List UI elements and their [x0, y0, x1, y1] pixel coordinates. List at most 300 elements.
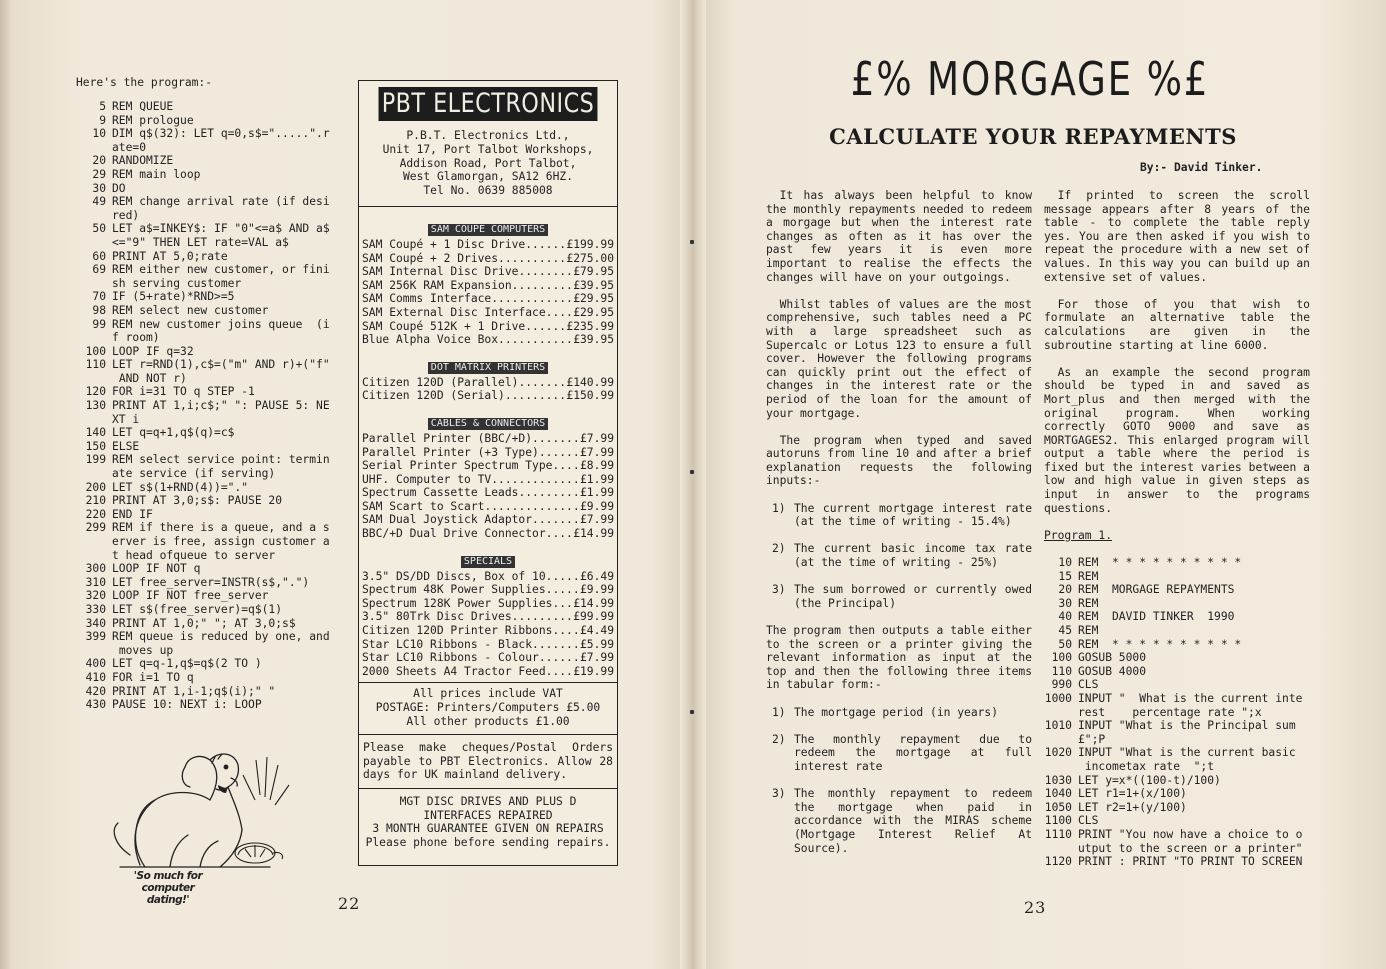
product-price: £7.99: [579, 431, 614, 445]
line-code: REM either new customer, or fini sh serving customer: [112, 263, 330, 290]
product-name: SAM Scart to Scart .....: [362, 500, 579, 514]
code-line: [72, 318, 344, 345]
product-name: SAM Coupé + 2 Drives .....: [362, 252, 565, 266]
address-line: Addison Road, Port Talbot,: [399, 156, 577, 170]
price-row: [362, 279, 614, 293]
price-row: [362, 651, 614, 665]
binding-mark: [690, 470, 694, 474]
line-number: 29: [92, 167, 106, 181]
line-number: 330: [85, 602, 106, 616]
line-number: 69: [92, 263, 106, 277]
page-number-left: 22: [338, 894, 361, 913]
code-line: [72, 698, 344, 712]
section-heading: [362, 355, 614, 374]
product-name: Citizen 120D (Parallel) .....: [362, 376, 565, 390]
line-number: 45: [1058, 624, 1072, 637]
code-line: [72, 576, 344, 590]
program-intro: Here's the program:-: [76, 76, 213, 89]
code-line: [72, 453, 344, 480]
col2-paragraph: If printed to screen the scroll message appears after 8 years of the table - to complete the table reply yes. You are then asked if you wish to repeat the procedure with a new set of values. In this way you can build up an extensive set of values.: [1044, 189, 1310, 284]
input-list: [766, 502, 1032, 611]
line-number: 199: [85, 453, 106, 467]
price-row: [362, 624, 614, 638]
line-number: 310: [85, 575, 106, 589]
price-row: [362, 459, 614, 473]
product-price: £29.95: [573, 292, 614, 306]
article-column-2: [1044, 189, 1310, 869]
code-line: [72, 685, 344, 699]
code-line: [72, 603, 344, 617]
spine-gutter: [680, 0, 706, 969]
line-code: LET y=x*((100-t)/100): [1078, 773, 1221, 787]
code-line: [1038, 570, 1310, 584]
code-line: [72, 521, 344, 562]
line-code: REM select new customer: [112, 303, 269, 317]
product-price: £39.95: [573, 333, 614, 347]
product-name: SAM Internal Disc Drive .....: [362, 265, 572, 279]
code-line: [72, 562, 344, 576]
line-code: REM * * * * * * * * * *: [1078, 637, 1242, 651]
line-code: PRINT AT 5,0;rate: [112, 249, 228, 263]
repairs-line: INTERFACES REPAIRED: [423, 808, 553, 822]
article-column-1: [766, 189, 1032, 869]
line-number: 399: [85, 630, 106, 644]
product-price: £14.99: [573, 596, 614, 610]
product-price: £235.99: [566, 319, 614, 333]
price-section: [359, 206, 617, 351]
section-heading-label: DOT MATRIX PRINTERS: [428, 362, 548, 374]
product-name: SAM Comms Interface .....: [362, 292, 572, 306]
code-line: [72, 195, 344, 222]
line-code: ELSE: [112, 439, 140, 453]
product-price: £79.95: [573, 265, 614, 279]
line-code: FOR i=1 TO q: [112, 670, 194, 684]
line-number: 1030: [1044, 773, 1072, 787]
product-name: 3.5" 80Trk Disc Drives .....: [362, 610, 572, 624]
line-number: 120: [85, 385, 106, 399]
line-number: 98: [92, 303, 106, 317]
section-heading-label: SPECIALS: [461, 556, 515, 568]
price-section: [359, 355, 617, 407]
item-number: 2): [772, 732, 786, 746]
price-row: [362, 597, 614, 611]
item-text: The sum borrowed or currently owed (the Principal): [794, 583, 1032, 610]
line-number: 100: [85, 344, 106, 358]
product-name: SAM 256K RAM Expansion .....: [362, 279, 572, 293]
numbered-item: [766, 706, 1032, 720]
product-price: £150.99: [566, 389, 614, 403]
price-row: [362, 570, 614, 584]
code-line: [1038, 692, 1310, 719]
line-number: 400: [85, 657, 106, 671]
line-number: 30: [1058, 596, 1072, 610]
product-name: SAM External Disc Interface .....: [362, 306, 572, 320]
cartoon-caption: 'So much for computer dating!': [133, 870, 203, 906]
product-price: £6.49: [579, 569, 614, 583]
numbered-item: [766, 542, 1032, 569]
line-code: PRINT : PRINT "TO PRINT TO SCREEN: [1078, 855, 1303, 869]
article-subtitle: CALCULATE YOUR REPAYMENTS: [829, 124, 1237, 149]
product-price: £8.99: [579, 459, 614, 473]
repairs-line: 3 MONTH GUARANTEE GIVEN ON REPAIRS: [372, 822, 604, 836]
line-code: LET s$(1+RND(4))=".": [112, 480, 249, 494]
line-number: 49: [92, 195, 106, 209]
product-name: Parallel Printer (BBC/+D) .....: [362, 432, 579, 446]
code-line: [1038, 746, 1310, 773]
product-name: Parallel Printer (+3 Type) .....: [362, 446, 579, 460]
product-price: £29.95: [573, 305, 614, 319]
pbt-advert: [358, 80, 618, 866]
numbered-item: [766, 733, 1032, 774]
line-number: 210: [85, 494, 106, 508]
code-line: [1038, 828, 1310, 855]
price-row: [362, 665, 614, 679]
price-section: [359, 411, 617, 545]
line-number: 1110: [1044, 827, 1072, 841]
line-code: REM change arrival rate (if desi red): [112, 195, 330, 222]
code-line: [1038, 814, 1310, 828]
section-heading: [362, 549, 614, 568]
line-code: LOOP IF NOT free_server: [112, 589, 269, 603]
line-number: 410: [85, 670, 106, 684]
code-line: [72, 589, 344, 603]
col2-paragraph: For those of you that wish to formulate an alternative table the calculations are given in the subroutine starting at line 6000.: [1044, 297, 1310, 352]
vat-line: POSTAGE: Printers/Computers £5.00: [375, 701, 601, 715]
line-code: FOR i=31 TO q STEP -1: [112, 385, 255, 399]
line-number: 20: [1058, 583, 1072, 597]
code-line: [72, 440, 344, 454]
code-line: [72, 508, 344, 522]
code-line: [72, 182, 344, 196]
vat-line: All prices include VAT: [413, 687, 563, 701]
line-code: PRINT AT 1,i-1;q$(i);" ": [112, 684, 276, 698]
line-number: 20: [92, 154, 106, 168]
line-number: 1100: [1044, 814, 1072, 828]
item-text: The monthly repayment due to redeem the mortgage at full interest rate: [794, 732, 1032, 773]
line-number: 420: [85, 684, 106, 698]
price-row: [362, 638, 614, 652]
product-name: SAM Coupé 512K + 1 Drive .....: [362, 320, 565, 334]
line-code: END IF: [112, 507, 153, 521]
address-line: Tel No. 0639 885008: [423, 184, 553, 198]
line-code: DO: [112, 181, 126, 195]
line-number: 9: [99, 113, 106, 127]
code-line: [1038, 624, 1310, 638]
line-code: LET s$(free_server)=q$(1): [112, 602, 283, 616]
line-number: 300: [85, 562, 106, 576]
code-line: [72, 114, 344, 128]
line-number: 990: [1051, 678, 1072, 692]
code-line: [72, 222, 344, 249]
line-code: LET r1=1+(x/100): [1078, 787, 1187, 801]
price-row: [362, 320, 614, 334]
col1-paragraph: The program then outputs a table either to the screen or a printer giving the relevant information as input at the top and then the following three items in tabular form:-: [766, 624, 1032, 692]
line-number: 130: [85, 399, 106, 413]
line-number: 99: [92, 317, 106, 331]
line-code: IF (5+rate)*RND>=5: [112, 290, 235, 304]
col1-paragraph: It has always been helpful to know the monthly repayments needed to redeem a morgage but when the interest rate changes as often as it has over the past few years it is even more important to realise the effects the changes will have on your outgoings.: [766, 189, 1032, 284]
code-line: [1038, 651, 1310, 665]
item-number: 2): [772, 542, 786, 556]
dog-tortoise-cartoon: [100, 745, 290, 875]
line-number: 340: [85, 616, 106, 630]
product-name: 2000 Sheets A4 Tractor Feed .....: [362, 665, 572, 679]
line-number: 150: [85, 439, 106, 453]
product-name: Citizen 120D (Serial) .....: [362, 389, 565, 403]
line-code: REM new customer joins queue (i f room): [112, 317, 330, 345]
col1-paragraph: The program when typed and saved autoruns from line 10 and after a brief explanation requests the following inputs:-: [766, 433, 1032, 488]
section-heading-label: SAM COUPE COMPUTERS: [428, 224, 548, 236]
section-heading: [362, 217, 614, 236]
section-heading-label: CABLES & CONNECTORS: [428, 418, 548, 430]
line-number: 40: [1058, 610, 1072, 624]
col1-paragraph: Whilst tables of values are the most comprehensive, such tables need a PC with a large spreadsheet such as Supercalc or Lotus 123 to ensure a full cover. However the following programs can quickly print out the effect of changes in the interest rate or the period of the loan for the amount of your mortgage.: [766, 297, 1032, 420]
line-number: 1040: [1044, 787, 1072, 801]
item-text: The monthly repayment to redeem the mortgage when paid in accordance with the MIRAS scheme (Mortgage Interest Relief At Source).: [794, 787, 1032, 855]
product-price: £19.99: [573, 664, 614, 678]
line-number: 220: [85, 507, 106, 521]
item-text: The mortgage period (in years): [794, 705, 999, 719]
line-code: REM: [1078, 596, 1099, 610]
code-line: [72, 671, 344, 685]
code-line: [1038, 678, 1310, 692]
line-number: 299: [85, 521, 106, 535]
queue-program-listing: [72, 100, 344, 712]
line-code: REM DAVID TINKER 1990: [1078, 610, 1235, 624]
line-code: PAUSE 10: NEXT i: LOOP: [112, 698, 262, 712]
line-number: 10: [1058, 556, 1072, 570]
line-code: LET a$=INKEY$: IF "0"<=a$ AND a$ <="9" THEN LET rate=VAL a$: [112, 222, 330, 249]
numbered-item: [766, 583, 1032, 610]
line-number: 15: [1058, 569, 1072, 583]
article-title: £% MORGAGE %£: [850, 52, 1210, 106]
line-code: REM main loop: [112, 167, 201, 181]
line-number: 70: [92, 290, 106, 304]
product-price: £199.99: [566, 237, 614, 251]
price-row: [362, 252, 614, 266]
price-row: [362, 610, 614, 624]
line-number: 100: [1051, 651, 1072, 665]
line-code: REM select service point: termin ate service (if serving): [112, 453, 330, 481]
program-heading: Program 1.: [1044, 528, 1113, 542]
product-price: £7.99: [579, 651, 614, 665]
line-number: 10: [92, 127, 106, 141]
product-name: Blue Alpha Voice Box .....: [362, 333, 572, 347]
line-code: INPUT "What is the Principal sum £";P: [1078, 719, 1296, 746]
repairs-line: Please phone before sending repairs.: [365, 835, 611, 849]
line-number: 1010: [1044, 719, 1072, 733]
code-line: [1038, 597, 1310, 611]
line-code: LET r=RND(1),c$=("m" AND r)+("f" AND NOT r): [112, 358, 330, 385]
line-number: 5: [99, 100, 106, 113]
item-text: The current mortgage interest rate (at the time of writing - 15.4%): [794, 501, 1032, 529]
advert-price-list: [359, 206, 617, 682]
code-line: [72, 399, 344, 426]
line-code: GOSUB 4000: [1078, 664, 1147, 678]
code-line: [72, 494, 344, 508]
line-code: PRINT AT 1,0;" "; AT 3,0;s$: [112, 616, 296, 630]
page-edge: [0, 0, 12, 969]
line-number: 50: [1058, 637, 1072, 651]
code-line: [72, 657, 344, 671]
product-price: £4.49: [579, 624, 614, 638]
line-number: 1000: [1044, 691, 1072, 705]
line-number: 430: [85, 698, 106, 712]
code-line: [1038, 610, 1310, 624]
line-number: 60: [92, 249, 106, 263]
line-number: 30: [92, 181, 106, 195]
binding-mark: [690, 710, 694, 714]
price-row: [362, 432, 614, 446]
section-heading: [362, 411, 614, 430]
product-price: £1.99: [579, 472, 614, 486]
numbered-item: [766, 787, 1032, 855]
item-number: 3): [772, 583, 786, 597]
price-section: [359, 549, 617, 683]
line-code: REM MORGAGE REPAYMENTS: [1078, 583, 1235, 597]
address-line: P.B.T. Electronics Ltd.,: [406, 129, 570, 142]
line-code: REM if there is a queue, and a s erver is free, assign customer a t head ofqueue to server: [112, 521, 330, 562]
advert-address: [359, 129, 617, 198]
code-line: [72, 127, 344, 154]
price-row: [362, 500, 614, 514]
product-name: UHF. Computer to TV .....: [362, 473, 579, 487]
code-line: [1038, 801, 1310, 815]
product-name: Spectrum Cassette Leads .....: [362, 486, 579, 500]
line-code: INPUT "What is the current basic incometax rate ";t: [1078, 746, 1296, 773]
address-line: Unit 17, Port Talbot Workshops,: [382, 142, 594, 156]
line-code: INPUT " What is the current inte rest percentage rate ";x: [1078, 691, 1303, 719]
line-code: LOOP IF NOT q: [112, 562, 201, 576]
code-line: [1038, 665, 1310, 679]
code-line: [1038, 855, 1310, 869]
line-number: 1050: [1044, 800, 1072, 814]
product-name: Spectrum 128K Power Supplies .....: [362, 597, 572, 611]
product-name: Serial Printer Spectrum Type .....: [362, 459, 579, 473]
line-code: REM: [1078, 624, 1099, 637]
price-row: [362, 473, 614, 487]
product-name: SAM Dual Joystick Adaptor .....: [362, 513, 579, 527]
product-price: £39.95: [573, 278, 614, 292]
product-name: Star LC10 Ribbons - Colour .....: [362, 651, 579, 665]
product-price: £1.99: [579, 486, 614, 500]
price-row: [362, 513, 614, 527]
line-number: 50: [92, 222, 106, 236]
price-row: [362, 306, 614, 320]
product-price: £99.99: [573, 610, 614, 624]
line-code: LET free_server=INSTR(s$,"."): [112, 575, 310, 589]
line-code: RANDOMIZE: [112, 154, 174, 168]
line-code: CLS: [1078, 814, 1099, 828]
page-number-right: 23: [1024, 898, 1047, 917]
code-line: [1038, 583, 1310, 597]
code-line: [1038, 719, 1310, 746]
item-number: 3): [772, 787, 786, 801]
item-number: 1): [772, 705, 786, 719]
code-line: [72, 358, 344, 385]
code-line: [72, 385, 344, 399]
code-line: [72, 345, 344, 359]
price-row: [362, 265, 614, 279]
price-row: [362, 446, 614, 460]
line-number: 320: [85, 589, 106, 603]
line-number: 140: [85, 426, 106, 440]
price-row: [362, 583, 614, 597]
product-name: BBC/+D Dual Drive Connector .....: [362, 527, 572, 541]
code-line: [72, 263, 344, 290]
price-row: [362, 389, 614, 403]
product-name: Spectrum 48K Power Supplies .....: [362, 583, 579, 597]
advert-cheques: Please make cheques/Postal Orders payable to PBT Electronics. Allow 28 days for UK mainland delivery.: [359, 734, 617, 788]
line-code: CLS: [1078, 678, 1099, 692]
price-row: [362, 527, 614, 541]
line-code: REM queue is reduced by one, and moves up: [112, 630, 330, 657]
article-byline: By:- David Tinker.: [1140, 161, 1263, 174]
code-line: [72, 250, 344, 264]
product-name: 3.5" DS/DD Discs, Box of 10 .....: [362, 570, 579, 584]
binding-mark: [690, 240, 694, 244]
code-line: [72, 426, 344, 440]
line-code: PRINT AT 1,i;c$;" ": PAUSE 5: NE XT i: [112, 399, 330, 426]
mortgage-program-listing: [1038, 556, 1310, 869]
code-line: [72, 630, 344, 657]
vat-line: All other products £1.00: [406, 714, 570, 728]
product-price: £14.99: [573, 527, 614, 541]
product-name: Star LC10 Ribbons - Black .....: [362, 638, 579, 652]
line-code: REM prologue: [112, 113, 194, 127]
code-line: [72, 481, 344, 495]
product-price: £7.99: [579, 445, 614, 459]
price-row: [362, 376, 614, 390]
repairs-line: MGT DISC DRIVES AND PLUS D: [399, 794, 577, 808]
address-line: West Glamorgan, SA12 6HZ.: [402, 170, 574, 184]
line-code: REM QUEUE: [112, 100, 174, 113]
product-name: Citizen 120D Printer Ribbons .....: [362, 624, 579, 638]
line-code: LET r2=1+(y/100): [1078, 800, 1187, 814]
product-name: SAM Coupé + 1 Disc Drive .....: [362, 238, 565, 252]
line-code: LET q=q-1,q$=q$(2 TO ): [112, 657, 262, 671]
line-code: PRINT "You now have a choice to o utput to the screen or a printer": [1078, 827, 1303, 855]
price-row: [362, 238, 614, 252]
advert-vat-box: [359, 682, 617, 734]
code-line: [72, 100, 344, 114]
code-line: [1038, 638, 1310, 652]
code-line: [72, 304, 344, 318]
line-code: LET q=q+1,q$(q)=c$: [112, 426, 235, 440]
price-row: [362, 486, 614, 500]
code-line: [72, 154, 344, 168]
code-line: [72, 617, 344, 631]
col2-paragraph: As an example the second program should be typed in and saved as Mort_plus and then merged with the original program. When working correctly GOTO 9000 and save as MORTGAGES2. This enlarged program will output a table where the period is fixed but the interest varies between a low and high value in given steps as input in answer to the programs questions.: [1044, 365, 1310, 515]
line-number: 1020: [1044, 746, 1072, 760]
line-number: 1120: [1044, 855, 1072, 869]
line-code: LOOP IF q=32: [112, 344, 194, 358]
line-number: 200: [85, 480, 106, 494]
line-code: DIM q$(32): LET q=0,s$=".....".r ate=0: [112, 127, 330, 154]
price-row: [362, 333, 614, 347]
product-price: £5.99: [579, 637, 614, 651]
line-code: REM * * * * * * * * * *: [1078, 556, 1242, 570]
output-list: [766, 706, 1032, 856]
product-price: £9.99: [579, 583, 614, 597]
line-code: PRINT AT 3,0;s$: PAUSE 20: [112, 494, 283, 508]
numbered-item: [766, 502, 1032, 529]
product-price: £7.99: [579, 513, 614, 527]
product-price: £140.99: [566, 375, 614, 389]
product-price: £9.99: [579, 499, 614, 513]
line-code: REM: [1078, 569, 1099, 583]
item-text: The current basic income tax rate (at the time of writing - 25%): [794, 542, 1032, 570]
